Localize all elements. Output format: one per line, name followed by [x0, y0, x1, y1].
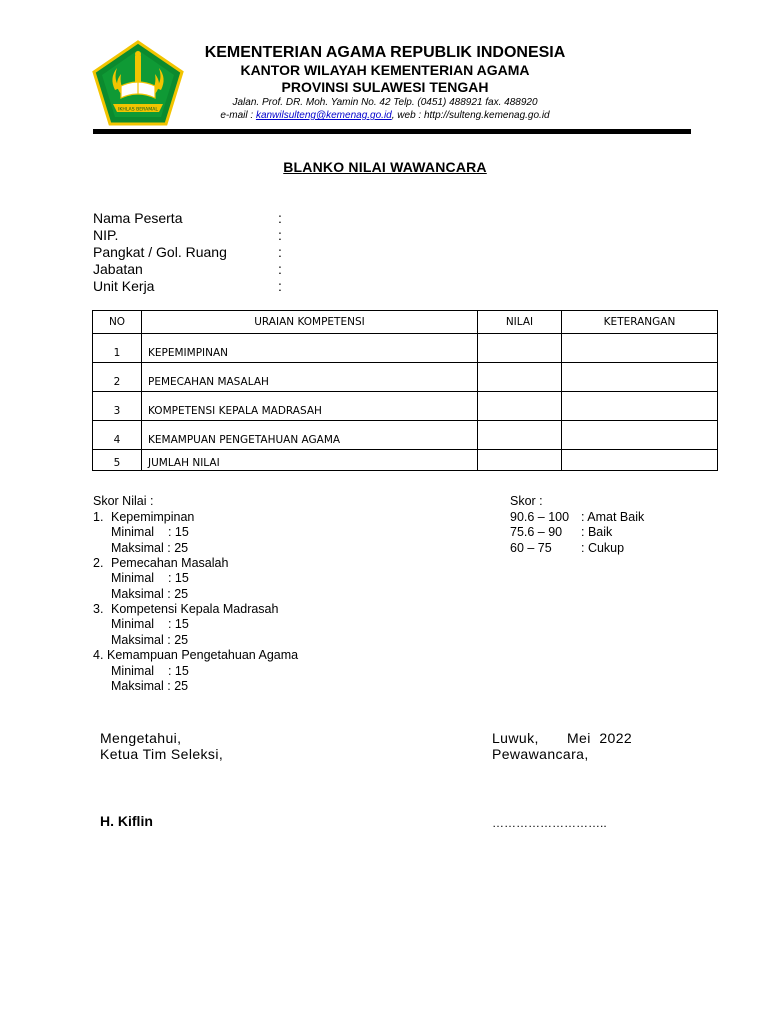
skor-item-max: Maksimal : 25	[111, 587, 189, 601]
sign-right-role: Pewawancara,	[492, 746, 589, 762]
row-keterangan-cell[interactable]	[562, 421, 718, 450]
row-uraian: JUMLAH NILAI	[142, 450, 478, 471]
row-no: 3	[93, 392, 142, 421]
table-row	[93, 392, 718, 421]
header-ministry: KEMENTERIAN AGAMA REPUBLIK INDONESIA	[204, 44, 566, 61]
skor-range-label: : Cukup	[581, 541, 625, 555]
sign-left-role: Ketua Tim Seleksi,	[100, 746, 224, 762]
row-no: 1	[93, 334, 142, 363]
identity-colon: :	[278, 227, 282, 243]
header-divider	[93, 129, 691, 134]
skor-item-num: 3.	[93, 602, 104, 616]
identity-colon: :	[278, 278, 282, 294]
row-uraian: KEMAMPUAN PENGETAHUAN AGAMA	[142, 421, 478, 450]
sign-right-date: Mei 2022	[567, 730, 633, 746]
row-nilai-cell[interactable]	[478, 392, 562, 421]
skor-item-min: Minimal : 15	[111, 525, 189, 539]
row-keterangan-cell[interactable]	[562, 450, 718, 471]
table-header-row	[93, 311, 718, 334]
identity-colon: :	[278, 261, 282, 277]
identity-label-pangkat: Pangkat / Gol. Ruang	[93, 244, 227, 260]
skor-item-min: Minimal : 15	[111, 571, 189, 585]
table-row	[93, 334, 718, 363]
col-header-nilai: NILAI	[478, 311, 562, 334]
sign-right-place: Luwuk,	[492, 730, 539, 746]
row-keterangan-cell[interactable]	[562, 392, 718, 421]
row-no: 2	[93, 363, 142, 392]
row-uraian: KEPEMIMPINAN	[142, 334, 478, 363]
identity-label-nip: NIP.	[93, 227, 119, 243]
identity-colon: :	[278, 244, 282, 260]
skor-range: 60 – 75	[510, 541, 552, 555]
row-no: 5	[93, 450, 142, 471]
row-no: 4	[93, 421, 142, 450]
header-contact	[150, 109, 620, 122]
skor-item-name: Kompetensi Kepala Madrasah	[111, 602, 279, 616]
row-nilai-cell[interactable]	[478, 421, 562, 450]
row-uraian: PEMECAHAN MASALAH	[142, 363, 478, 392]
row-nilai-cell[interactable]	[478, 450, 562, 471]
email-prefix: e-mail :	[220, 110, 256, 121]
col-header-no: NO	[93, 311, 142, 334]
identity-colon: :	[278, 210, 282, 226]
skor-item-max: Maksimal : 25	[111, 541, 189, 555]
table-row	[93, 421, 718, 450]
col-header-keterangan: KETERANGAN	[562, 311, 718, 334]
skor-range-label: : Baik	[581, 525, 613, 539]
skor-range: 90.6 – 100	[510, 510, 570, 524]
identity-label-jabatan: Jabatan	[93, 261, 143, 277]
header-province: PROVINSI SULAWESI TENGAH	[281, 79, 489, 95]
skor-item-max: Maksimal : 25	[111, 633, 189, 647]
svg-text:IKHLAS BERAMAL: IKHLAS BERAMAL	[118, 107, 158, 113]
skor-title: Skor :	[510, 494, 543, 508]
skor-item-name: Kepemimpinan	[111, 510, 195, 524]
header-address: Jalan. Prof. DR. Moh. Yamin No. 42 Telp. (0451) 488921 fax. 488920	[232, 97, 538, 108]
sign-left-name: H. Kiflin	[100, 813, 153, 829]
identity-label-unit-kerja: Unit Kerja	[93, 278, 155, 294]
web-text: , web : http://sulteng.kemenag.go.id	[391, 110, 550, 121]
sign-right-blank-line: ………………………..	[492, 816, 607, 830]
row-keterangan-cell[interactable]	[562, 334, 718, 363]
email-link[interactable]: kanwilsulteng@kemenag.go.id	[255, 110, 392, 121]
row-keterangan-cell[interactable]	[562, 363, 718, 392]
identity-label-nama: Nama Peserta	[93, 210, 183, 226]
skor-item-min: Minimal : 15	[111, 664, 189, 678]
header-office: KANTOR WILAYAH KEMENTERIAN AGAMA	[240, 62, 530, 78]
row-nilai-cell[interactable]	[478, 334, 562, 363]
skor-range: 75.6 – 90	[510, 525, 563, 539]
table-row	[93, 363, 718, 392]
document-title: BLANKO NILAI WAWANCARA	[283, 159, 487, 175]
table-row-total	[93, 450, 718, 471]
skor-item-num: 1.	[93, 510, 104, 524]
skor-item-min: Minimal : 15	[111, 617, 189, 631]
col-header-uraian: URAIAN KOMPETENSI	[142, 311, 478, 334]
row-nilai-cell[interactable]	[478, 363, 562, 392]
skor-item-num: 2.	[93, 556, 104, 570]
skor-item-name: Pemecahan Masalah	[111, 556, 229, 570]
row-uraian: KOMPETENSI KEPALA MADRASAH	[142, 392, 478, 421]
sign-left-acknowledge: Mengetahui,	[100, 730, 182, 746]
skor-nilai-title: Skor Nilai :	[93, 494, 154, 508]
skor-range-label: : Amat Baik	[581, 510, 645, 524]
skor-item-max: Maksimal : 25	[111, 679, 189, 693]
skor-item-num: 4.	[93, 648, 104, 662]
skor-item-name: Kemampuan Pengetahuan Agama	[107, 648, 299, 662]
competency-table	[92, 310, 718, 471]
